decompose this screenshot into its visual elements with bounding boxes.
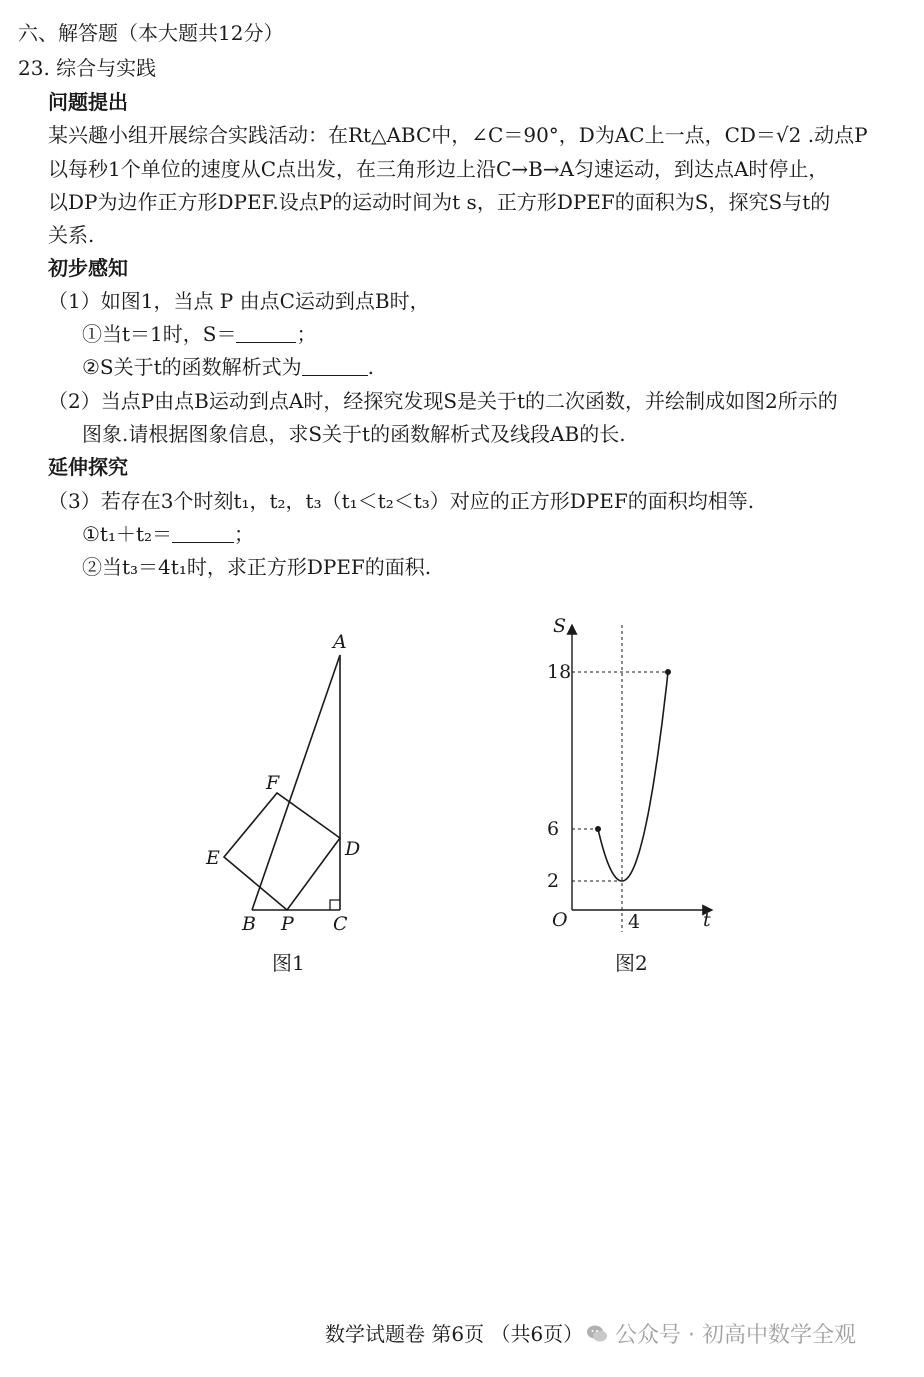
heading-question: 问题提出 (48, 90, 128, 114)
y-tick-label: 6 (547, 818, 560, 840)
y-tick-label: 2 (547, 870, 560, 892)
origin-label: O (552, 909, 568, 931)
square-dpef (224, 793, 340, 910)
series-curve (598, 672, 668, 881)
part1-sub2-text: ②S关于t的函数解析式为 (82, 355, 302, 379)
part1-sub1 (82, 321, 316, 347)
page-footer: 数学试题卷 第6页 （共6页） (325, 1322, 584, 1346)
label-b: B (242, 913, 256, 935)
heading-extend: 延伸探究 (48, 455, 128, 479)
part3-sub2: ②当t₃＝4t₁时，求正方形DPEF的面积. (82, 555, 432, 579)
figure2-caption: 图2 (615, 951, 648, 975)
section-title: 六、解答题（本大题共12分） (18, 21, 284, 45)
watermark (585, 1318, 856, 1349)
axis-label-t: t (703, 909, 711, 931)
intro-line-2: 以每秒1个单位的速度从C点出发，在三角形边上沿C→B→A匀速运动，到达点A时停止， (48, 157, 829, 181)
answer-blank[interactable] (302, 357, 368, 376)
figure1-diagram (190, 620, 390, 950)
label-c: C (333, 913, 348, 935)
part1-sub1-end: ； (296, 322, 317, 346)
figure2-chart (540, 610, 730, 940)
answer-blank[interactable] (172, 524, 234, 543)
x-tick-label: 4 (628, 911, 641, 933)
part2-line-1: （2）当点P由点B运动到点A时，经探究发现S是关于t的二次函数，并绘制成如图2所示的 (48, 389, 838, 413)
heading-initial: 初步感知 (48, 256, 128, 280)
part1-sub2-end: . (367, 355, 375, 379)
intro-line-1: 某兴趣小组开展综合实践活动：在Rt△ABC中，∠C＝90°，D为AC上一点，CD＝√2 .动点P (48, 123, 868, 147)
answer-blank[interactable] (236, 324, 296, 343)
part1-sub2 (82, 354, 374, 380)
wechat-icon (585, 1322, 609, 1346)
label-a: A (333, 631, 347, 653)
watermark-text: 公众号 · 初高中数学全观 (615, 1323, 856, 1348)
axis-label-s: S (553, 615, 567, 637)
intro-line-4: 关系. (48, 223, 95, 247)
label-e: E (206, 847, 220, 869)
label-p: P (281, 913, 294, 935)
figure1-caption: 图1 (272, 951, 305, 975)
label-f: F (266, 772, 280, 794)
y-tick-label: 18 (547, 661, 572, 683)
intro-line-3: 以DP为边作正方形DPEF.设点P的运动时间为t s，正方形DPEF的面积为S，探究S与t的 (48, 190, 831, 214)
part1-sub1-text: ①当t＝1时，S＝ (82, 322, 237, 346)
problem-title: 23. 综合与实践 (18, 56, 157, 80)
part3-stem: （3）若存在3个时刻t₁，t₂，t₃（t₁＜t₂＜t₃）对应的正方形DPEF的面积均相等. (48, 489, 755, 513)
part2-line-2: 图象.请根据图象信息，求S关于t的函数解析式及线段AB的长. (82, 422, 626, 446)
part3-sub1 (82, 521, 254, 547)
right-angle-mark (330, 900, 340, 910)
part1-stem: （1）如图1，当点 P 由点C运动到点B时， (48, 289, 430, 313)
part3-sub1-text: ①t₁＋t₂＝ (82, 522, 173, 546)
part3-sub1-end: ； (234, 522, 255, 546)
label-d: D (345, 838, 361, 860)
